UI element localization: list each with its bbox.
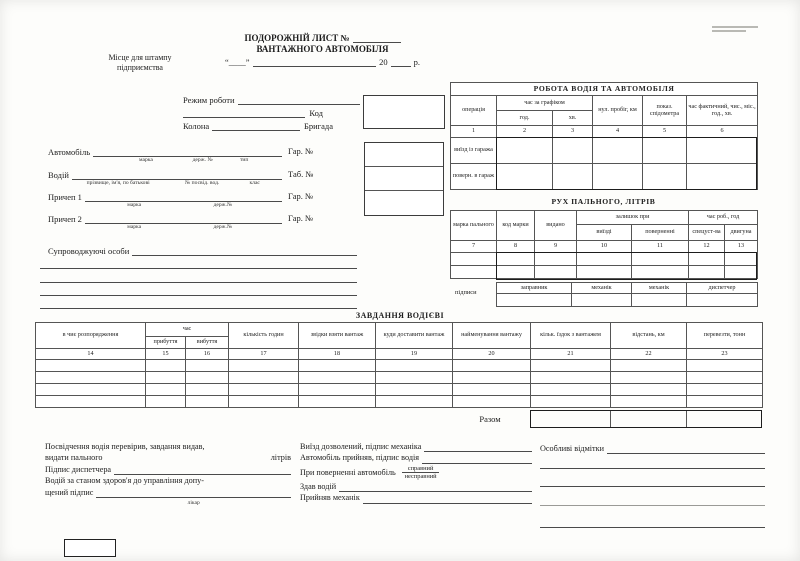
signatures-table	[496, 282, 758, 307]
col-number: 18	[299, 349, 376, 360]
blank-cell	[146, 396, 186, 408]
accepted-mechanic-line	[363, 493, 532, 504]
blank-cell	[497, 266, 535, 279]
blank-cell	[531, 360, 611, 372]
fuel-col-special-equip: спецуст-ва	[689, 225, 725, 241]
trailer1-garage-label: Гар. №	[288, 191, 314, 201]
trailer1-line	[85, 191, 282, 208]
health-text-line1: Водій за станом здоров'я до управління допу-	[45, 476, 204, 486]
notes-blank-line	[540, 527, 765, 528]
blank-cell	[643, 138, 687, 164]
condition-fault-option: несправний	[404, 473, 437, 481]
blank-cell	[229, 360, 299, 372]
blank-cell	[687, 372, 763, 384]
blank-cell	[553, 164, 593, 190]
blank-cell	[497, 253, 535, 266]
trailer1-sub-statenum: держ.№	[213, 202, 233, 208]
total-trips-cell	[531, 411, 611, 427]
work-col-hours: год.	[497, 111, 553, 126]
sign-mechanic-in: механік	[632, 283, 687, 294]
col-number: 23	[687, 349, 763, 360]
blank-cell	[593, 138, 643, 164]
fuel-col-issued: видано	[535, 211, 577, 241]
blank-cell	[687, 384, 763, 396]
col-number: 22	[611, 349, 687, 360]
total-tons-cell	[687, 411, 761, 427]
trailer2-garage-label: Гар. №	[288, 213, 314, 223]
notes-blank-line	[540, 505, 765, 506]
license-checked-text: Посвідчення водія перевірив, завдання видав,	[45, 442, 205, 451]
work-col-actual: час фактичний, чис., міс., год., хв.	[687, 96, 758, 126]
blank-cell	[299, 384, 376, 396]
work-col-odometer: показ. спідометра	[643, 96, 687, 126]
handed-driver-line	[339, 481, 532, 492]
task-col-cargo: найменування вантажу	[453, 323, 531, 349]
blank-cell	[299, 360, 376, 372]
blank-cell	[146, 372, 186, 384]
date-field	[253, 56, 377, 67]
task-col-from: звідки взяти вантаж	[299, 323, 376, 349]
driver-label: Водій	[48, 170, 69, 180]
col-number: 4	[593, 126, 643, 138]
blank-cell	[611, 372, 687, 384]
escort-blank-line	[40, 308, 357, 309]
blank-cell	[689, 266, 725, 279]
code-box-single	[363, 95, 445, 129]
doctor-sign-line	[96, 487, 291, 507]
blank-cell	[497, 294, 572, 307]
fuel-col-rest-depart: виїзді	[577, 225, 632, 241]
sign-dispatcher: диспетчер	[687, 283, 758, 294]
blank-cell	[186, 396, 229, 408]
blank-cell	[687, 360, 763, 372]
blank-cell	[577, 266, 632, 279]
vehicle-row-trailer2	[48, 213, 282, 230]
blank-cell	[577, 253, 632, 266]
blank-cell	[229, 396, 299, 408]
departure-allowed-label: Виїзд дозволений, підпис механіка	[300, 442, 422, 451]
work-col-minutes: хв.	[553, 111, 593, 126]
blank-cell	[687, 164, 758, 190]
form-series-box	[64, 539, 116, 557]
code-field	[183, 107, 323, 118]
trailer2-sub-brand: марка	[127, 224, 142, 230]
col-number: 15	[146, 349, 186, 360]
waybill-number-field	[353, 32, 401, 43]
col-number: 17	[229, 349, 299, 360]
blank-cell	[611, 384, 687, 396]
blank-cell	[229, 372, 299, 384]
blank-cell	[497, 138, 553, 164]
blank-cell	[299, 372, 376, 384]
blank-cell	[146, 384, 186, 396]
health-text-line2: щений підпис	[45, 487, 94, 497]
car-sub-statenum: держ. №	[192, 157, 213, 163]
date-year: 20	[379, 57, 388, 67]
year-field	[391, 56, 411, 67]
code-box-grid	[364, 142, 444, 216]
task-table-title: ЗАВДАННЯ ВОДІЄВІ	[355, 311, 445, 320]
trailer1-sub-brand: марка	[127, 202, 142, 208]
notes-blank-line	[540, 468, 765, 469]
blank-cell	[632, 294, 687, 307]
stamp-line2: підприємства	[117, 63, 163, 72]
blank-cell	[643, 164, 687, 190]
printer-mark-icon	[712, 26, 760, 33]
dispatcher-sign-label: Підпис диспетчера	[45, 464, 112, 474]
task-col-disposal: в чиє розпорядження	[36, 323, 146, 349]
car-accepted-label: Автомобіль прийняв, підпис водія	[300, 453, 420, 463]
escort-blank-line	[40, 268, 357, 269]
blank-cell	[531, 396, 611, 408]
date-suffix: р.	[413, 57, 420, 67]
blank-cell	[36, 372, 146, 384]
code-box-row	[365, 167, 443, 191]
total-box	[530, 410, 762, 428]
task-col-trips: кільк. їздок з вантажем	[531, 323, 611, 349]
car-sub-type: тип	[239, 157, 249, 163]
task-table	[35, 322, 763, 408]
blank-cell	[36, 396, 146, 408]
col-number: 3	[553, 126, 593, 138]
driver-sub-class: клас	[249, 180, 260, 186]
blank-cell	[535, 266, 577, 279]
driver-sign-line	[422, 453, 532, 464]
date-quote: “____”	[225, 57, 250, 67]
return-condition-label: При поверненні автомобіль	[300, 468, 396, 478]
col-number: 12	[689, 241, 725, 253]
blank-cell	[687, 396, 763, 408]
blank-cell	[535, 253, 577, 266]
fuel-col-hours: час роб., год	[689, 211, 758, 225]
task-col-to: куди доставити вантаж	[376, 323, 453, 349]
special-notes-label: Особливі відмітки	[540, 444, 604, 453]
fuel-col-rest-return: поверненні	[632, 225, 689, 241]
col-number: 2	[497, 126, 553, 138]
form-title	[225, 32, 420, 67]
blank-cell	[376, 396, 453, 408]
task-col-distance: відстань, км	[611, 323, 687, 349]
bottom-middle-block	[300, 441, 532, 504]
col-number: 13	[725, 241, 758, 253]
blank-cell	[632, 253, 689, 266]
work-mode-label: Режим роботи	[183, 95, 235, 105]
blank-cell	[531, 372, 611, 384]
col-number: 20	[453, 349, 531, 360]
total-label: Разом	[479, 414, 501, 424]
trailer1-label: Причеп 1	[48, 192, 82, 202]
vehicle-row-trailer1	[48, 191, 282, 208]
blank-cell	[611, 396, 687, 408]
sign-fueler: заправник	[497, 283, 572, 294]
work-mode-line	[238, 94, 360, 105]
blank-cell	[632, 266, 689, 279]
col-number: 19	[376, 349, 453, 360]
col-number: 6	[687, 126, 758, 138]
col-number: 7	[451, 241, 497, 253]
fuel-table-title: РУХ ПАЛЬНОГО, ЛІТРІВ	[551, 197, 656, 206]
col-number: 1	[451, 126, 497, 138]
blank-cell	[687, 138, 758, 164]
code-line	[183, 107, 305, 118]
work-row-return-label: поверн. в гараж	[451, 164, 497, 190]
work-row-depart-label: виїзд із гаража	[451, 138, 497, 164]
column-brigade-field	[183, 120, 333, 131]
work-table-title: РОБОТА ВОДІЯ ТА АВТОМОБІЛЯ	[451, 83, 758, 96]
fuel-table	[450, 210, 758, 279]
trailer2-label: Причеп 2	[48, 214, 82, 224]
blank-cell	[36, 360, 146, 372]
blank-cell	[572, 294, 632, 307]
driver-sub-name: прізвище, ім'я, по батькові	[86, 180, 150, 186]
blank-cell	[376, 372, 453, 384]
driver-line	[72, 169, 282, 186]
blank-cell	[451, 253, 497, 266]
col-number: 16	[186, 349, 229, 360]
blank-cell	[725, 266, 758, 279]
blank-cell	[146, 360, 186, 372]
task-col-arrival: прибуття	[146, 337, 186, 349]
col-number: 21	[531, 349, 611, 360]
blank-cell	[376, 384, 453, 396]
task-col-time: час	[146, 323, 229, 337]
blank-cell	[593, 164, 643, 190]
blank-cell	[186, 372, 229, 384]
blank-cell	[451, 266, 497, 279]
task-col-tons: перевезти, тонн	[687, 323, 763, 349]
escort-blank-line	[40, 282, 357, 283]
blank-cell	[497, 164, 553, 190]
blank-cell	[531, 384, 611, 396]
sign-mechanic-out: механік	[572, 283, 632, 294]
car-sub-brand: марка	[139, 157, 153, 163]
special-notes-field	[540, 443, 765, 454]
col-number: 14	[36, 349, 146, 360]
col-number: 8	[497, 241, 535, 253]
work-col-operation: операція	[451, 96, 497, 126]
condition-options	[402, 465, 440, 481]
task-col-departure: вибуття	[186, 337, 229, 349]
blank-cell	[453, 360, 531, 372]
accepted-by-mechanic-label: Прийняв механік	[300, 493, 360, 503]
title-line2: ВАНТАЖНОГО АВТОМОБІЛЯ	[256, 44, 389, 54]
driver-sub-license: № посвід. вод.	[184, 180, 220, 186]
liters-label: літрів	[270, 453, 291, 463]
escort-blank-line	[40, 295, 357, 296]
blank-cell	[689, 253, 725, 266]
code-box-row	[365, 143, 443, 167]
vehicle-row-driver	[48, 169, 282, 186]
task-col-hours: кількість годин	[229, 323, 299, 349]
trailer2-line	[85, 213, 282, 230]
col-number: 10	[577, 241, 632, 253]
fuel-col-brand: марка пального	[451, 211, 497, 241]
title-line1: ПОДОРОЖНІЙ ЛИСТ №	[244, 33, 350, 43]
bottom-left-block	[45, 441, 291, 507]
work-mode-field	[183, 94, 360, 105]
work-col-zero-run: нул. пробіг, км	[593, 96, 643, 126]
blank-cell	[453, 396, 531, 408]
blank-cell	[186, 384, 229, 396]
blank-cell	[376, 360, 453, 372]
condition-ok-option: справний	[402, 465, 440, 474]
col-number: 9	[535, 241, 577, 253]
fuel-issue-label: видати пального	[45, 453, 103, 463]
enterprise-stamp-place	[75, 53, 205, 73]
total-distance-cell	[611, 411, 687, 427]
work-col-schedule: час за графіком	[497, 96, 593, 111]
car-garage-label: Гар. №	[288, 146, 314, 156]
brigade-label: Бригада	[303, 121, 333, 131]
doctor-sub-label: лікар	[187, 500, 200, 507]
fuel-col-code: код марки	[497, 211, 535, 241]
blank-cell	[229, 384, 299, 396]
blank-cell	[36, 384, 146, 396]
driver-tab-label: Таб. №	[288, 169, 314, 179]
column-label: Колона	[183, 121, 210, 131]
blank-cell	[453, 372, 531, 384]
blank-cell	[453, 384, 531, 396]
fuel-col-engine: двигуна	[725, 225, 758, 241]
blank-cell	[553, 138, 593, 164]
blank-cell	[687, 294, 758, 307]
escort-line	[132, 245, 357, 256]
notes-blank-line	[540, 486, 765, 487]
vehicle-row-car	[48, 146, 282, 163]
handed-by-driver-label: Здав водій	[300, 481, 337, 491]
blank-cell	[186, 360, 229, 372]
car-label: Автомобіль	[48, 147, 91, 157]
blank-cell	[725, 253, 758, 266]
escort-field	[48, 245, 357, 256]
col-number: 11	[632, 241, 689, 253]
escort-label: Супроводжуючі особи	[48, 246, 130, 256]
trailer2-sub-statenum: держ.№	[213, 224, 233, 230]
dispatcher-sign-line	[114, 464, 291, 475]
mechanic-sign-line	[424, 441, 532, 452]
stamp-line1: Місце для штампу	[108, 53, 172, 62]
car-line	[93, 146, 282, 163]
column-line	[212, 120, 300, 131]
blank-cell	[299, 396, 376, 408]
col-number: 5	[643, 126, 687, 138]
signatures-label: підписи	[455, 289, 477, 296]
work-table	[450, 82, 758, 190]
fuel-col-rest: залишок при	[577, 211, 689, 225]
special-notes-line	[607, 443, 765, 454]
code-label: Код	[309, 108, 323, 118]
blank-cell	[611, 360, 687, 372]
